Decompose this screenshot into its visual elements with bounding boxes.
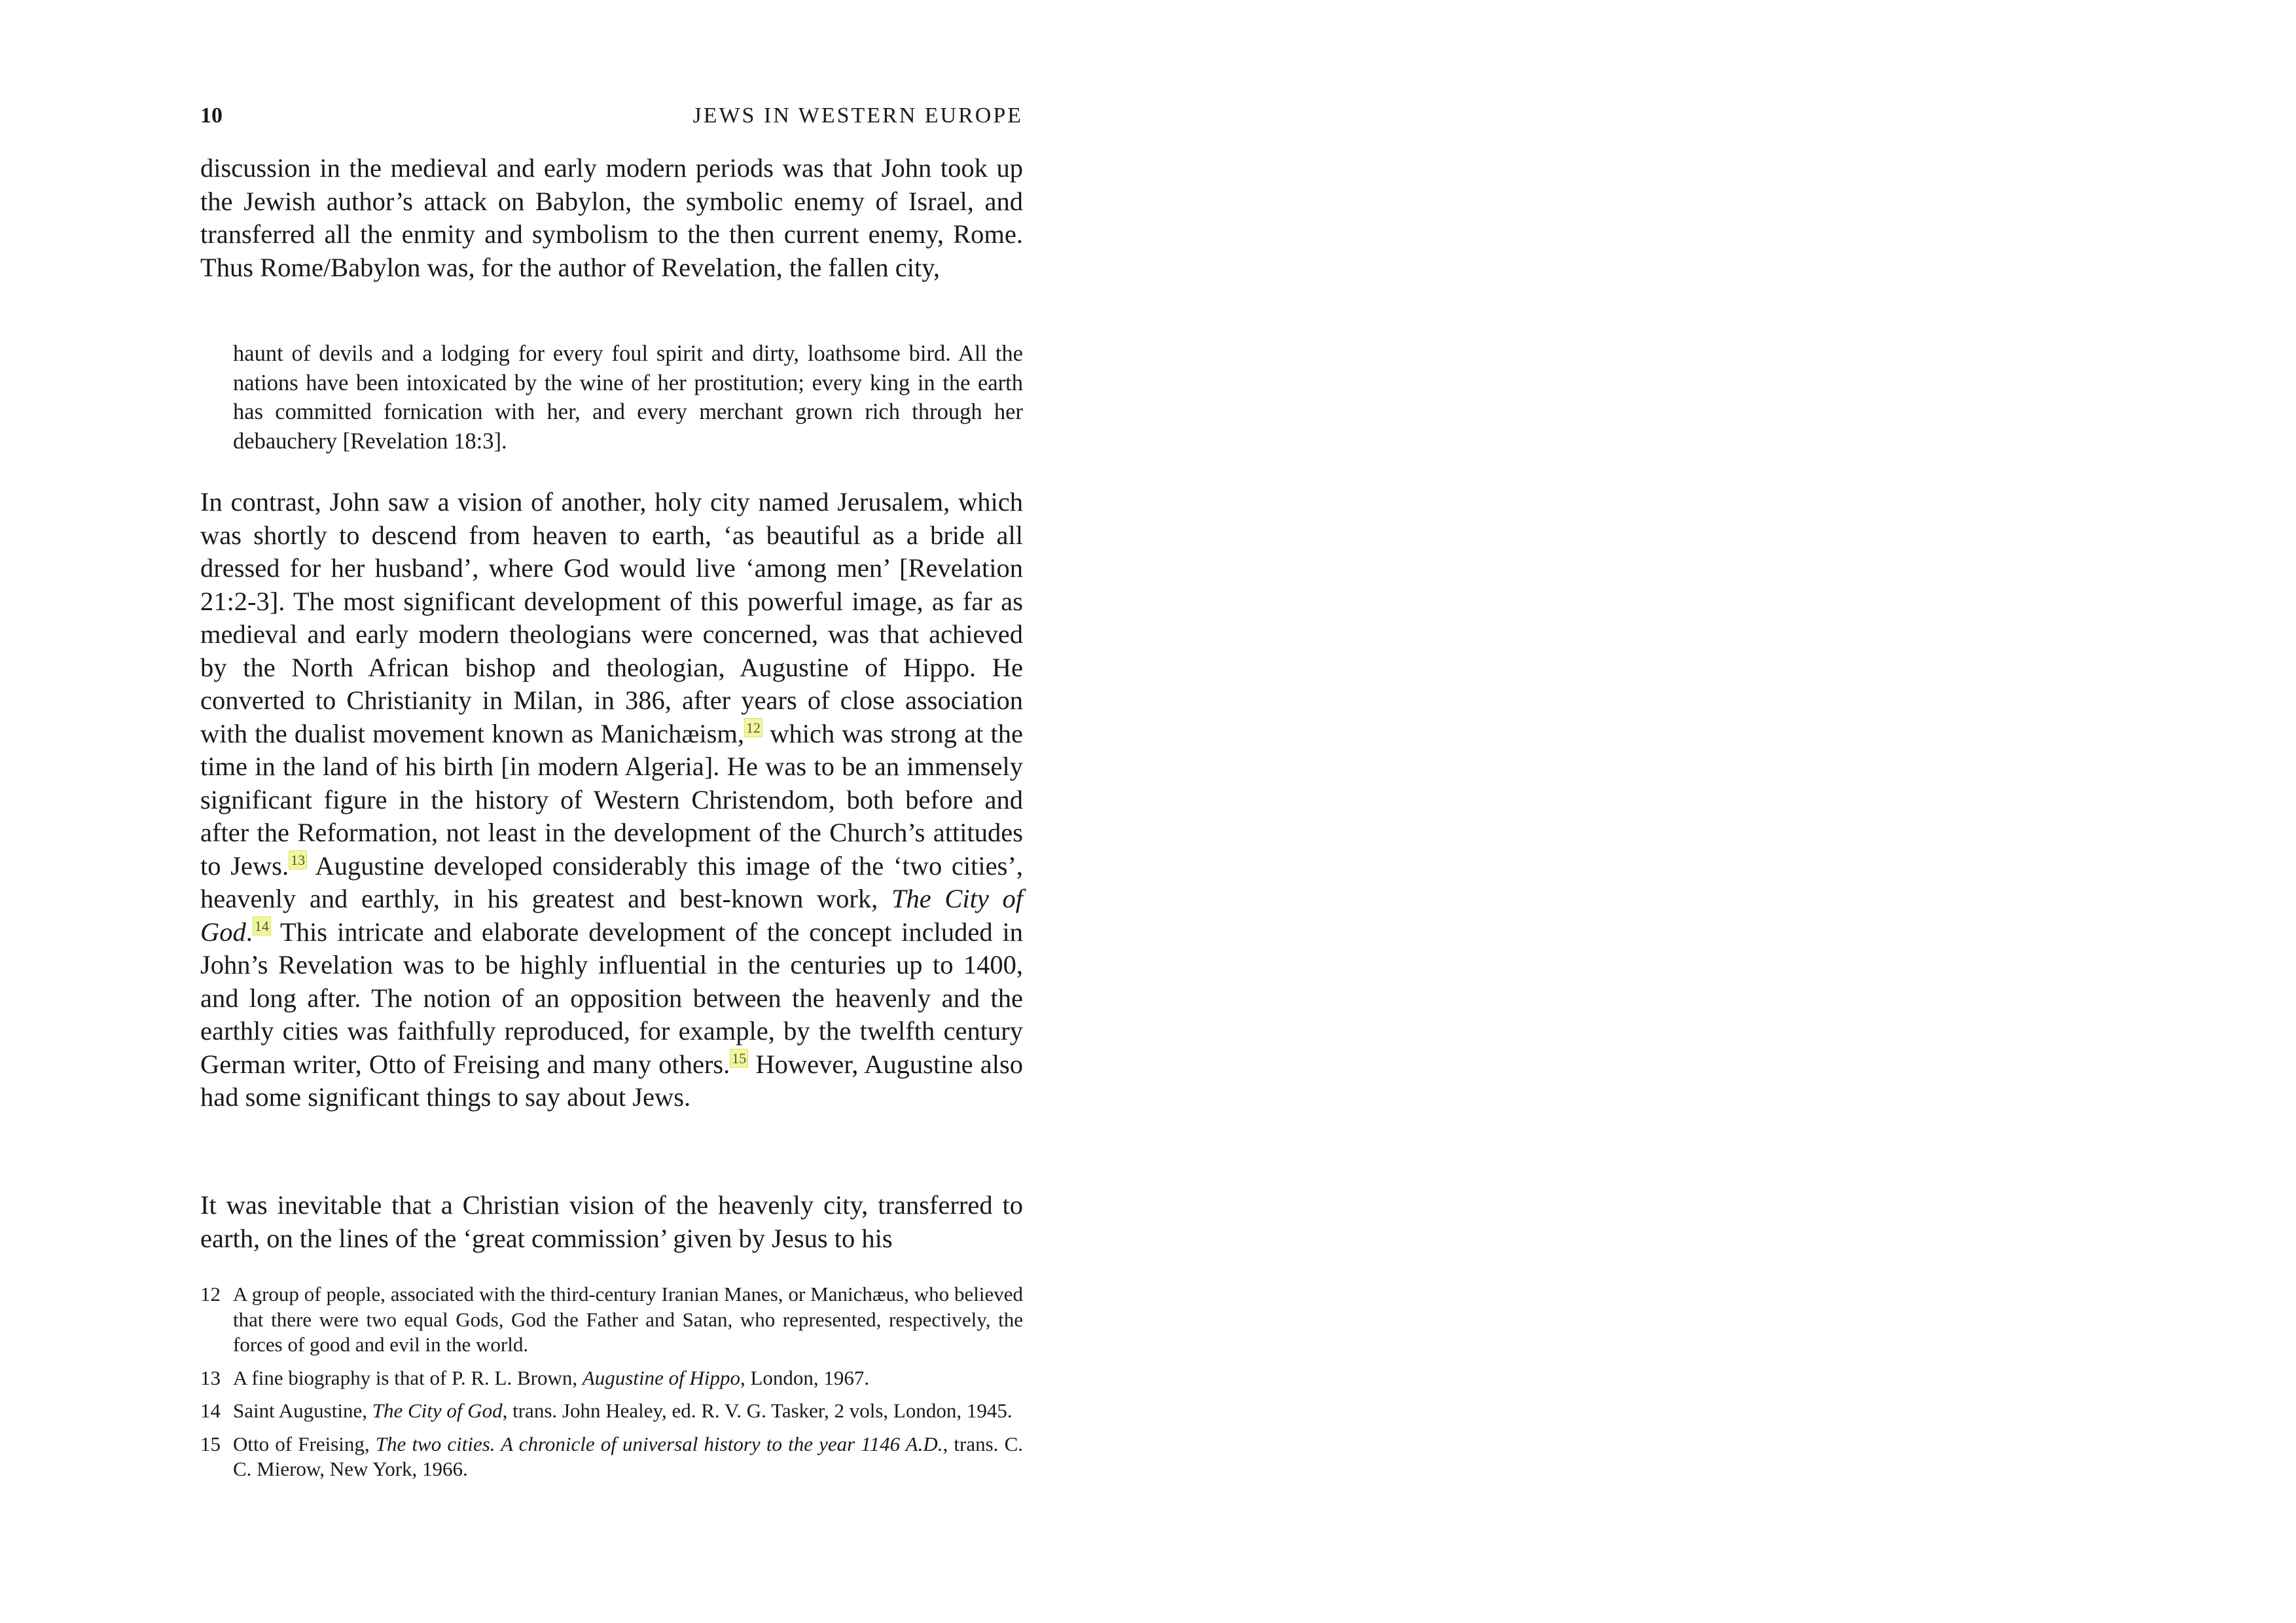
block-quote: haunt of devils and a lodging for every foul spirit and dirty, loathsome bird. All the nations have been intoxicated by the wine of her prostitution; every king in the earth has committed fornication with her, and every merchant grown rich through her debauchery [Revelation 18:3]. (233, 341, 1023, 454)
footnote-text: A group of people, associated with the third-century Iranian Manes, or Manichæus, who believed that there were two equal Gods, God the Father and Satan, who represented, respectively, the forces of good and evil in the world. (233, 1283, 1023, 1356)
para2-text-2: which was strong at the time in the land of his birth [in modern Algeria]. He was to be an immensely significant figure in the history of Western Christendom, both before and after the Reformation, not least in the development of the Church’s attitudes to Jews. (200, 718, 1023, 881)
para2-text-1: In contrast, John saw a vision of another, holy city named Jerusalem, which was shortly to descend from heaven to earth, ‘as beautiful as a bride all dressed for her husband’, where God would live ‘among men’ [Revelation 21:2-3]. The most significant development of this powerful image, as far as medieval and early modern theologians were concerned, was that achieved by the North African bishop and theologian, Augustine of Hippo. He converted to Christianity in Milan, in 386, after years of close association with the dualist movement known as Manichæism, (200, 487, 1023, 748)
footnote-number: 13 (200, 1366, 221, 1389)
footnote-number: 15 (200, 1432, 221, 1455)
footnote-ref-12[interactable]: 12 (744, 718, 762, 737)
book-page (200, 0, 1023, 1623)
footnote-text: A fine biography is that of P. R. L. Brown, (233, 1366, 583, 1389)
para2-text-3: Augustine developed considerably this image of the ‘two cities’, heavenly and earthly, in his greatest and best-known work, (200, 850, 1023, 913)
para2-text-6: However, Augustine also had some significant things to say about Jews. (200, 1049, 1023, 1112)
para2-text-4: . (245, 917, 253, 947)
footnote-14 (200, 1398, 1023, 1424)
footnote-ref-14[interactable]: 14 (253, 917, 271, 936)
footnote-ref-13[interactable]: 13 (289, 850, 307, 869)
body-paragraph-3: It was inevitable that a Christian vision of the heavenly city, transferred to earth, on the lines of the ‘great commission’ given by Jesus to his (200, 1190, 1023, 1253)
footnote-title: The two cities. A chronicle of universal history to the year 1146 A.D. (375, 1432, 943, 1455)
footnote-text: , trans. John Healey, ed. R. V. G. Tasker, 2 vols, London, 1945. (502, 1399, 1013, 1422)
footnote-text: Otto of Freising, (233, 1432, 376, 1455)
footnotes (200, 1282, 1023, 1490)
footnote-text: , trans. C. C. Mierow, New York, 1966. (233, 1432, 1024, 1480)
footnote-ref-15[interactable]: 15 (730, 1049, 748, 1068)
para2-text-5: This intricate and elaborate development of the concept included in John’s Revelation was to be highly influential in the centuries up to 1400, and long after. The notion of an opposition between the heavenly and the earthly cities was faithfully reproduced, for example, by the twelfth century German writer, Otto of Freising and many others. (200, 917, 1023, 1079)
footnote-13 (200, 1366, 1023, 1391)
footnote-text: Saint Augustine, (233, 1399, 372, 1422)
body-paragraph-2 (200, 486, 1023, 1114)
footnote-12 (200, 1282, 1023, 1358)
footnote-title: Augustine of Hippo (582, 1366, 740, 1389)
page-number: 10 (200, 103, 223, 128)
footnote-number: 14 (200, 1399, 221, 1422)
book-title: The City of God (200, 884, 1023, 947)
body-paragraph-1: discussion in the medieval and early modern periods was that John took up the Jewish author’s attack on Babylon, the symbolic enemy of Israel, and transferred all the enmity and symbolism to the then current enemy, Rome. Thus Rome/Babylon was, for the author of Revelation, the fallen city, (200, 153, 1023, 282)
footnote-text: , London, 1967. (740, 1366, 870, 1389)
footnote-15 (200, 1432, 1023, 1482)
footnote-title: The City of God (372, 1399, 503, 1422)
running-head (200, 100, 1023, 132)
running-title: JEWS IN WESTERN EUROPE (692, 103, 1023, 128)
footnote-number: 12 (200, 1283, 221, 1305)
